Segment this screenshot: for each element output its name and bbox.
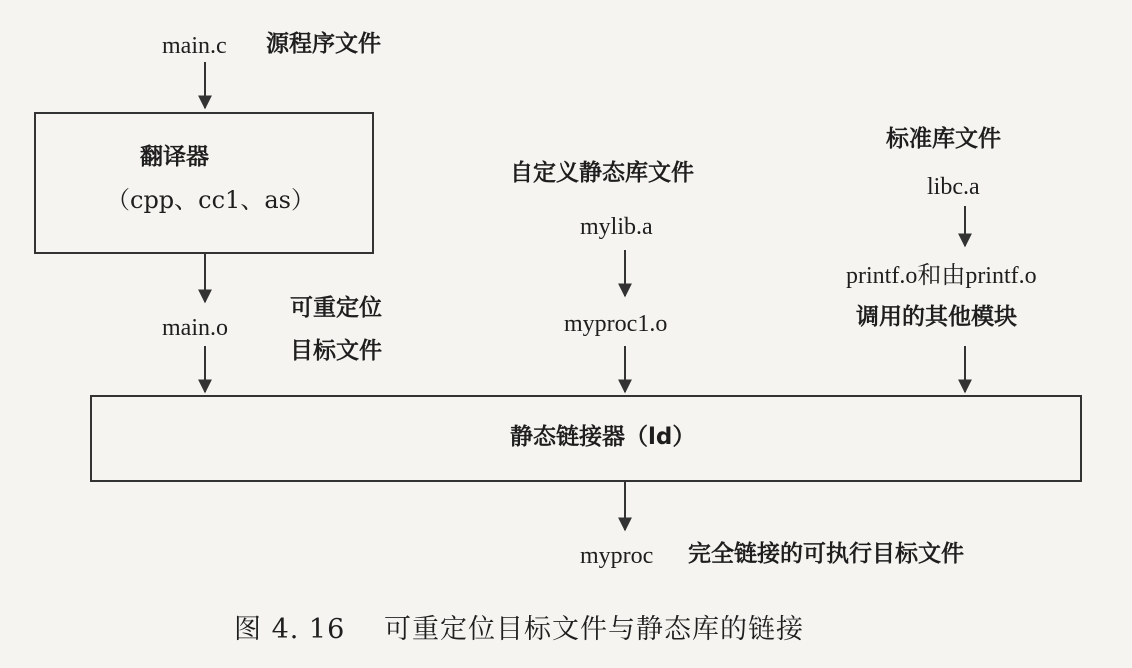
libc-archive: libc.a — [927, 174, 980, 200]
printf-modules-line1: printf.o和由printf.o — [846, 263, 1037, 289]
relocatable-desc-line1: 可重定位 — [290, 295, 382, 321]
custom-lib-title: 自定义静态库文件 — [510, 160, 694, 186]
relocatable-desc-line2: 目标文件 — [290, 338, 382, 364]
linker-label: 静态链接器（ld） — [510, 424, 696, 450]
translator-box — [34, 112, 374, 254]
figure-number: 图 4. 16 — [234, 614, 346, 645]
source-file-desc: 源程序文件 — [266, 31, 381, 57]
printf-modules-line2: 调用的其他模块 — [856, 304, 1017, 330]
output-file-desc: 完全链接的可执行目标文件 — [688, 541, 964, 567]
figure-caption: 可重定位目标文件与静态库的链接 — [384, 614, 804, 645]
myproc1-object: myproc1.o — [564, 311, 668, 337]
std-lib-title: 标准库文件 — [886, 126, 1001, 152]
output-file-name: myproc — [580, 543, 654, 569]
main-o-file: main.o — [162, 315, 228, 341]
mylib-archive: mylib.a — [580, 214, 653, 240]
source-file-name: main.c — [162, 33, 227, 59]
translator-tools: （cpp、cc1、as） — [106, 186, 315, 214]
translator-title: 翻译器 — [140, 144, 209, 170]
